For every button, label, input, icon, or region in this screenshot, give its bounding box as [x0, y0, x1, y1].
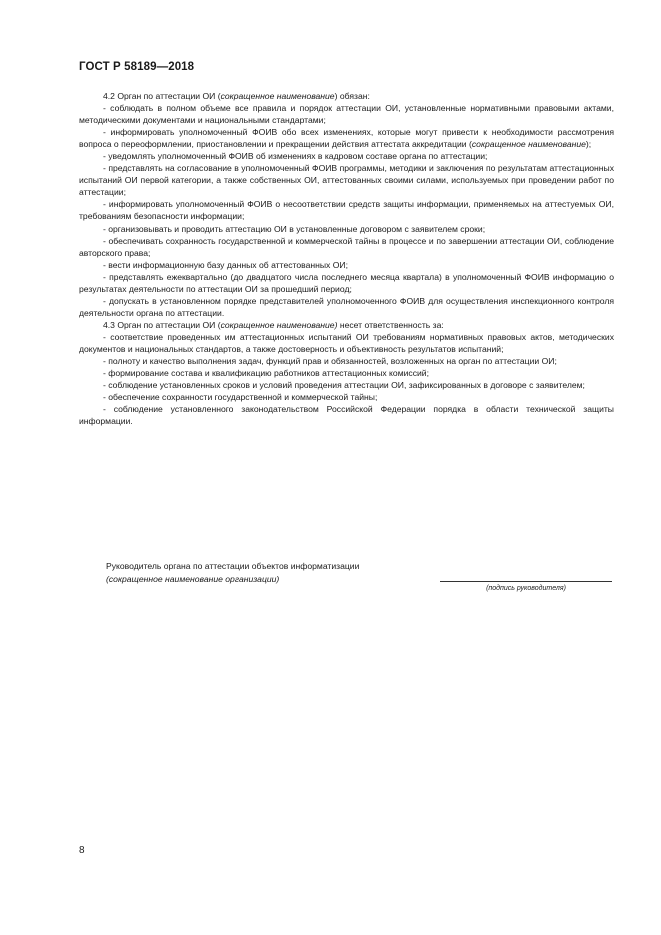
list-item: - обеспечение сохранности государственной и коммерческой тайны;: [103, 392, 378, 403]
clause-4-3-lead: 4.3 Орган по аттестации ОИ (сокращенное наименование) несет ответственность за:: [103, 319, 444, 330]
list-item: - соблюдение установленного законодательством Российской Федерации порядка в области технической защиты информации.: [79, 404, 614, 427]
page-number: 8: [79, 845, 85, 856]
list-item: - допускать в установленном порядке представителей уполномоченного ФОИВ для осуществления инспекционного контроля деятельности органа по аттестации.: [79, 295, 614, 318]
list-item: - уведомлять уполномоченный ФОИВ об изменениях в кадровом составе органа по аттестации;: [103, 151, 488, 162]
list-item: - соблюдать в полном объеме все правила и порядок аттестации ОИ, установленные нормативными правовыми актами, методическими документами и национальными стандартами;: [79, 103, 614, 126]
list-item: - представлять на согласование в уполномоченный ФОИВ программы, методики и заключения по результатам аттестационных испытаний ОИ первой категории, а также собственных ОИ, аттестованных своими силами, используемых при проведении работ по аттестации;: [79, 163, 614, 198]
signatory-organization: (сокращенное наименование организации): [106, 573, 280, 584]
list-item: - соблюдение установленных сроков и условий проведения аттестации ОИ, зафиксированных в договоре с заявителем;: [103, 380, 585, 391]
list-item: - вести информационную базу данных об аттестованных ОИ;: [103, 259, 348, 270]
document-body: [79, 90, 614, 427]
signature-caption: (подпись руководителя): [486, 585, 566, 592]
list-item: - соответствие проведенных им аттестационных испытаний ОИ требованиям нормативных правовых актов, методических документов и национальных стандартов, а также достоверность и объективность результатов испытаний;: [79, 331, 614, 354]
list-item: - полноту и качество выполнения задач, функций прав и обязанностей, возложенных на орган по аттестации ОИ;: [103, 356, 557, 367]
list-item: - информировать уполномоченный ФОИВ обо всех изменениях, которые могут привести к необходимости рассмотрения вопроса о переоформлении, приостановлении и прекращении действия аттестата аккредитации (сокращенное наименование);: [79, 127, 614, 150]
signatory-title: Руководитель органа по аттестации объектов информатизации: [106, 561, 360, 571]
clause-4-2-lead: 4.2 Орган по аттестации ОИ (сокращенное наименование) обязан:: [103, 91, 370, 101]
signature-line: [440, 581, 612, 582]
list-item: - формирование состава и квалификацию работников аттестационных комиссий;: [103, 368, 429, 379]
list-item: - представлять ежеквартально (до двадцатого числа последнего месяца квартала) в уполномоченный ФОИВ информацию о результатах деятельности по аттестации ОИ за прошедший период;: [79, 271, 614, 294]
document-code-header: ГОСТ Р 58189—2018: [79, 61, 195, 73]
list-item: - организовывать и проводить аттестацию ОИ в установленные договором с заявителем сроки;: [103, 223, 486, 234]
list-item: - обеспечивать сохранность государственной и коммерческой тайны в процессе и по завершении аттестации ОИ, соблюдение авторского права;: [79, 235, 614, 258]
list-item: - информировать уполномоченный ФОИВ о несоответствии средств защиты информации, применяемых на аттестуемых ОИ, требованиям безопасности информации;: [79, 199, 614, 222]
